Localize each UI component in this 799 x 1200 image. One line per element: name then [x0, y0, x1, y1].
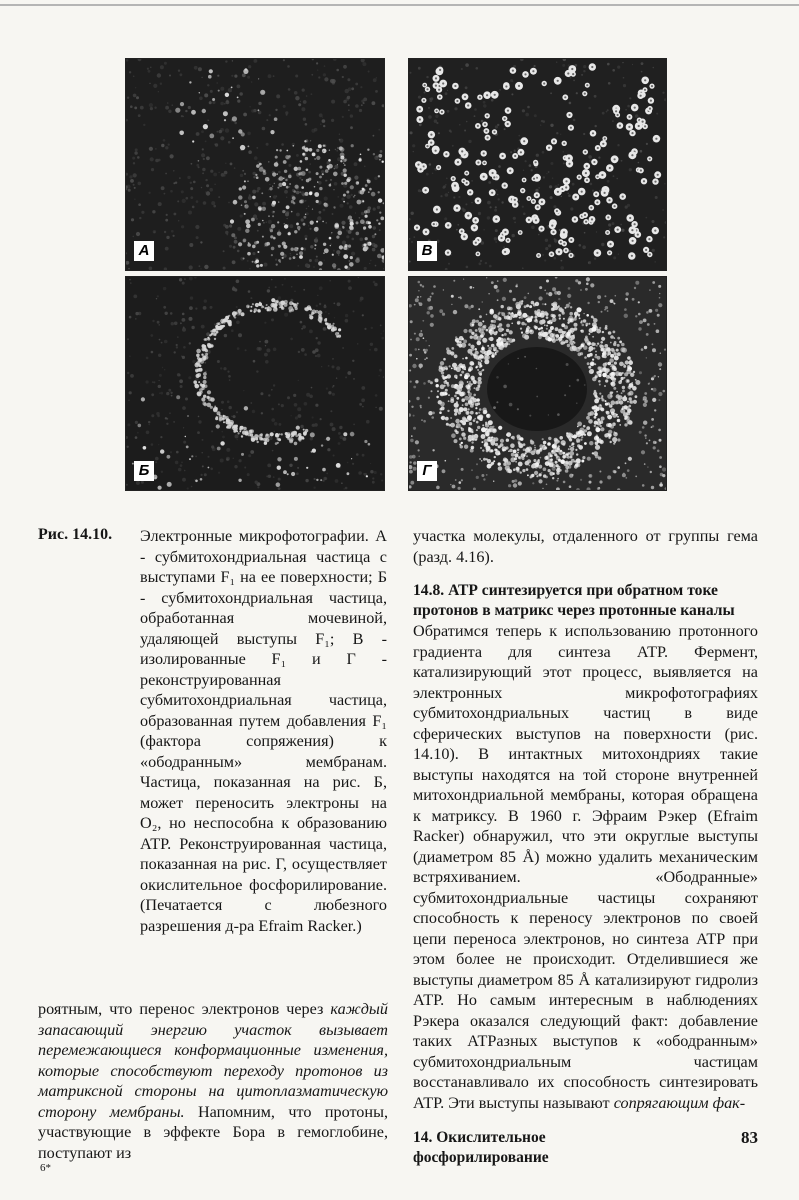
signature-mark: 6*: [40, 1162, 51, 1174]
right-continuation: участка молекулы, отдаленного от группы гема (разд. 4.16).: [413, 527, 758, 566]
left-text-start: роятным, что перенос электронов через: [38, 1000, 331, 1018]
caption-paragraph: Электронные микрофотографии. А - субмитохондриальная частица с выступами F₁ на ее поверхности; Б - субмитохондриальная частица, обработанная мочевиной, удаляющей выступы F₁; В - изолированные F₁ и Г - реконструированная субмитохондриальная частица, образованная путем добавления F₁ (фактора сопряжения) к «ободранным» мембранам. Частица, показанная на рис. Б, может переносить электроны на O₂, но неспособна к образованию АТР. Реконструированная частица, показанная на рис. Г, осуществляет окислительное фосфорилирование. (Печатается с любезного разрешения д-ра Efraim Racker.): [140, 527, 387, 935]
panel-label-b: Б: [134, 461, 154, 481]
left-column-text: [38, 999, 388, 1163]
panel-label-a: А: [134, 241, 154, 261]
left-paragraph: [38, 999, 388, 1163]
right-body-paragraph: [413, 621, 758, 1113]
top-rule: [0, 4, 799, 6]
right-column-text: [413, 526, 758, 1113]
micrograph-panel-v: [408, 58, 667, 271]
panel-label-g: Г: [417, 461, 437, 481]
left-text-italic: каждый запасающий энергию участок вызывает перемежающиеся конформационные изменения, которые способствуют переходу протонов из матриксной стороны на цитоплазматическую сторону мембраны.: [38, 1000, 388, 1121]
chapter-title: 14. Окислительное фосфорилирование: [413, 1129, 549, 1166]
micrograph-panel-g: [408, 276, 667, 491]
page-number: 83: [741, 1128, 758, 1147]
micrograph-panel-b: [125, 276, 385, 491]
figure-caption-label: Рис. 14.10.: [38, 526, 113, 543]
figure-caption-text: [140, 526, 387, 936]
panel-label-v: В: [417, 241, 437, 261]
chapter-footer-title: [413, 1128, 583, 1168]
right-body-italic: сопрягающим фак-: [613, 1093, 746, 1112]
right-body-start: Обратимся теперь к использованию протонного градиента для синтеза АТР. Фермент, катализирующий этот процесс, выявляется на электронных микрофотографиях субмитохондриальных частиц в виде сферических выступов на поверхности (рис. 14.10). В интактных митохондриях такие выступы находятся на той стороне внутренней митохондриальной мембраны, которая обращена к матриксу. В 1960 г. Эфраим Рэкер (Efraim Racker) обнаружил, что эти округлые выступы (диаметром 85 Å) можно удалить механическим встряхиванием. «Ободранные» субмитохондриальные частицы сохраняют способность к переносу электронов по своей цепи переноса электронов, но синтеза АТР при этом более не происходит. Отделившиеся же выступы диаметром 85 Å катализируют гидролиз АТР. Но самым интересным в наблюдениях Рэкера оказался следующий факт: добавление таких АТРазных выступов к «ободранным» субмитохондриальным частицам восстанавливало их способность синтезировать АТР. Эти выступы называют: [413, 622, 758, 1112]
section-heading: 14.8. АТР синтезируется при обратном токе протонов в матрикс через протонные каналы: [413, 582, 735, 619]
micrograph-panel-a: [125, 58, 385, 271]
left-text-end: Напомним, что протоны, участвующие в эффекте Бора в гемоглобине, поступают из: [38, 1102, 388, 1162]
